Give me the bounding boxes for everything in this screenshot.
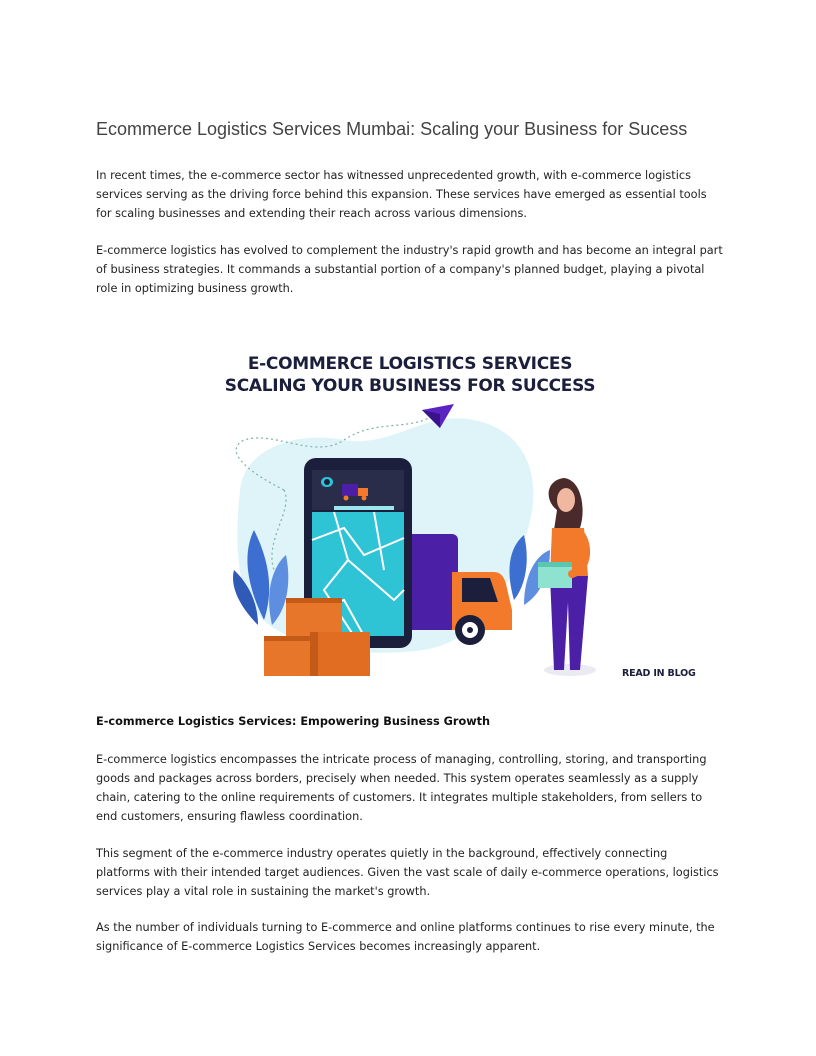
body-paragraph-2: This segment of the e-commerce industry operates quietly in the background, effectively connecting platforms with their intended target audiences. Given the vast scale of daily e-commerce operations, logistics services play a vital role in sustaining the market's growth. xyxy=(96,847,719,898)
intro-paragraph-2: E-commerce logistics has evolved to complement the industry's rapid growth and has become an integral part of business strategies. It commands a substantial portion of a company's planned budget, playing a pivotal role in optimizing business growth. xyxy=(96,244,723,295)
logistics-illustration xyxy=(224,340,704,702)
intro-paragraph-1: In recent times, the e-commerce sector has witnessed unprecedented growth, with e-commerce logistics services serving as the driving force behind this expansion. These services have emerged as essential tools for scaling businesses and extending their reach across various dimensions. xyxy=(96,169,707,220)
read-in-blog-label: READ IN BLOG xyxy=(622,668,696,679)
banner-title-line-2: SCALING YOUR BUSINESS FOR SUCCESS xyxy=(224,376,596,396)
logistics-banner-image xyxy=(224,340,704,702)
page-title: Ecommerce Logistics Services Mumbai: Scaling your Business for Sucess xyxy=(96,119,688,139)
woman-holding-box xyxy=(538,478,596,676)
body-paragraph-3: As the number of individuals turning to E-commerce and online platforms continues to rise every minute, the significance of E-commerce Logistics Services becomes increasingly apparent. xyxy=(96,921,715,953)
section-heading: E-commerce Logistics Services: Empowering Business Growth xyxy=(96,715,491,728)
banner-title-line-1: E-COMMERCE LOGISTICS SERVICES xyxy=(247,354,573,374)
body-paragraph-1: E-commerce logistics encompasses the intricate process of managing, controlling, storing, and transporting goods and packages across borders, precisely when needed. This system operates seamlessly as a supply chain, catering to the online requirements of customers. It integrates multiple stakeholders, from sellers to end customers, ensuring flawless coordination. xyxy=(96,753,707,823)
